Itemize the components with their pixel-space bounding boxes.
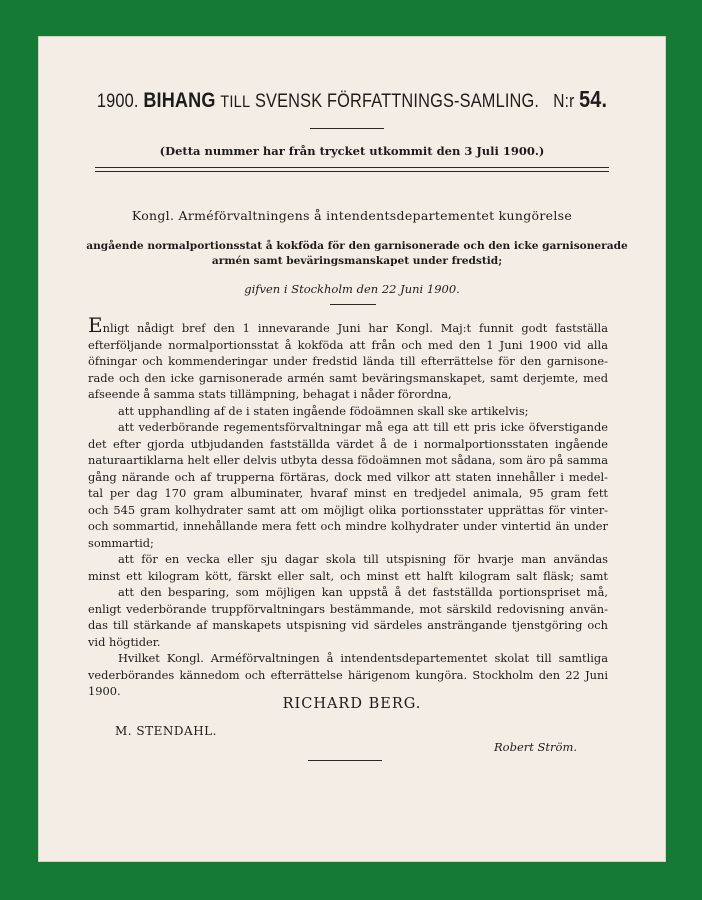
body-line: att för en vecka eller sju dagar skola till utspisning för hvarje man användas [118,552,608,566]
body-line: das till stärkande af manskapets utspisning vid särdeles ansträngande tjenstgöring och [88,618,608,632]
double-rule-top [95,167,609,168]
body-line: att den besparing, som möjligen kan uppstå å det fastställda portionspriset må, [118,585,608,599]
header-till: TILL [220,92,251,111]
given-date: gifven i Stockholm den 22 Juni 1900. [244,282,460,296]
body-line: vid högtider. [88,634,161,649]
short-divider [310,128,384,129]
body-line: rade och den icke garnisonerade armén samt beväringsmanskapet, samt derjemte, med [88,370,608,385]
body-line: naturaartiklarna helt eller delvis utbyta dessa födoämnen mot sådana, som äro på samma [88,453,608,467]
body-line: att vederbörande regementsförvaltningar må ega att till ett pris icke öfverstigande [118,420,608,434]
publication-header [82,86,622,113]
body-line: sommartid; [88,535,154,550]
header-title: SVENSK FÖRFATTNINGS-SAMLING. [254,91,540,112]
closing-divider [308,760,382,761]
body-line: tal per dag 170 gram albuminater, hvaraf minst en tredjedel animala, 95 gram fett [88,486,608,500]
body-line: efterföljande normalportionsstat å kokföda att från och med den 1 Juni 1900 vid alla [88,337,608,352]
decree-subject: angående normalportionsstat å kokföda för den garnisonerade och den icke garnisonerade armén samt beväringsmanskapet under fredstid; [86,240,628,267]
double-rule-bottom [95,171,609,172]
body-line: och 545 gram kolhydrater samt att om möjligt olika portionsstater upprättas för vinter- [88,502,608,517]
signature-right: Robert Ström. [494,740,578,754]
title-divider [330,304,376,305]
body-line: och sommartid, innehållande mera fett och mindre kolhydrater under vintertid än under [88,519,608,533]
signature-main: RICHARD BERG. [282,696,422,712]
body-line: 1900. [88,684,121,698]
header-nr-label: N:r [553,91,575,111]
body-line: det efter gjorda utbjudanden fastställda värdet å de i normalportionsstaten ingående [88,436,608,451]
decree-title: Kongl. Arméförvaltningens å intendentsdepartementet kungörelse [131,208,573,223]
document-page [38,36,666,862]
body-line: att upphandling af de i staten ingående födoämnen skall ske artikelvis; [118,403,529,418]
header-nr-value: 54. [579,86,608,112]
signature-left: M. STENDAHL. [115,724,217,738]
drop-cap: E [88,313,103,337]
body-line: gång närande och af trupperna förtäras, dock med vilkor att staten innehåller i medel- [88,469,608,484]
body-line: minst ett kilogram kött, färskt eller salt, och minst ett halft kilogram salt fläsk; samt [88,568,608,583]
body-line: vederbörandes kännedom och efterrättelse härigenom kungöra. Stockholm den 22 Juni [88,667,608,682]
body-line: afseende å samma stats tillämpning, behagat i nåder förordna, [88,387,452,401]
header-bihang: BIHANG [143,89,216,112]
decree-body [88,313,608,700]
body-line: Hvilket Kongl. Arméförvaltningen å intendentsdepartementet skolat till samtliga [118,651,608,665]
publication-notice: (Detta nummer har från trycket utkommit den 3 Juli 1900.) [159,144,545,158]
body-line: enligt vederbörande truppförvaltningars bestämmande, mot särskild redovisning använ- [88,601,608,616]
body-line: öfningar och kommenderingar under fredstid lända till efterrättelse för den garnisone- [88,354,608,368]
body-line: Enligt nådigt bref den 1 innevarande Juni har Kongl. Maj:t funnit godt fastställa [88,313,608,337]
header-year: 1900. [96,91,139,112]
